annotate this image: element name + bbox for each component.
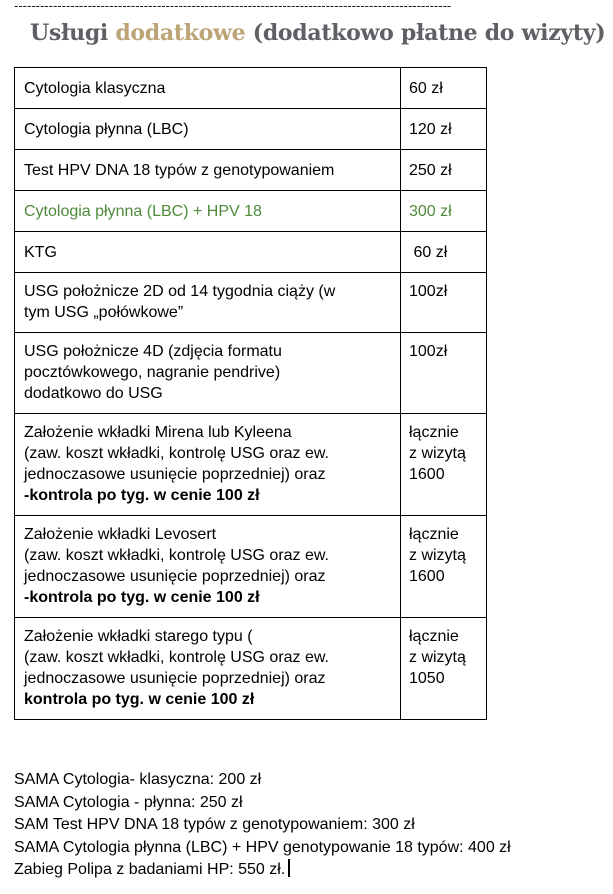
- text-cursor: [288, 859, 290, 877]
- service-line-bold: -kontrola po tyg. w cenie 100 zł: [24, 589, 260, 606]
- table-row: [15, 150, 487, 191]
- table-row: [15, 516, 487, 618]
- price-line: z wizytą: [409, 649, 466, 666]
- price-line: z wizytą: [409, 547, 466, 564]
- footer-line: SAM Test HPV DNA 18 typów z genotypowaniem: 300 zł: [14, 816, 415, 833]
- price-cell: 120 zł: [401, 109, 487, 150]
- price-line: łącznie: [409, 628, 459, 645]
- service-line: Założenie wkładki Levosert: [24, 526, 217, 543]
- price-line: 1050: [409, 670, 445, 687]
- heading-part-1: Usługi: [30, 20, 108, 46]
- footer-line: SAMA Cytologia- klasyczna: 200 zł: [14, 771, 262, 788]
- price-cell: 300 zł: [401, 191, 487, 232]
- service-line-bold: kontrola po tyg. w cenie 100 zł: [24, 691, 255, 708]
- price-table: [14, 67, 487, 720]
- price-line: łącznie: [409, 424, 459, 441]
- service-line: dodatkowo do USG: [24, 385, 163, 402]
- standalone-prices: [14, 769, 511, 882]
- price-cell: 100zł: [401, 333, 487, 414]
- footer-line: Zabieg Polipa z badaniami HP: 550 zł.: [14, 861, 286, 878]
- service-line: Założenie wkładki Mirena lub Kyleena: [24, 424, 292, 441]
- price-line: z wizytą: [409, 445, 466, 462]
- price-cell: [401, 516, 487, 618]
- table-row: [15, 333, 487, 414]
- footer-last-line[interactable]: [14, 859, 511, 882]
- service-line: tym USG „połówkowe”: [24, 304, 184, 321]
- service-cell: Test HPV DNA 18 typów z genotypowaniem: [15, 150, 401, 191]
- price-cell: [401, 618, 487, 720]
- service-cell: Cytologia płynna (LBC): [15, 109, 401, 150]
- table-row: [15, 618, 487, 720]
- service-cell: [15, 618, 401, 720]
- service-cell: Cytologia płynna (LBC) + HPV 18: [15, 191, 401, 232]
- service-cell: KTG: [15, 232, 401, 273]
- service-line: (zaw. koszt wkładki, kontrolę USG oraz ew.: [24, 547, 329, 564]
- table-row: [15, 232, 487, 273]
- service-line: jednoczasowe usunięcie poprzedniej) oraz: [24, 670, 326, 687]
- heading-part-2: (dodatkowo płatne do wizyty): [252, 20, 606, 46]
- service-cell: [15, 333, 401, 414]
- footer-line: SAMA Cytologia - płynna: 250 zł: [14, 793, 243, 811]
- service-line: jednoczasowe usunięcie poprzedniej) oraz: [24, 568, 326, 585]
- price-line: 1600: [409, 466, 445, 483]
- service-cell: [15, 273, 401, 333]
- price-cell: 60 zł: [401, 232, 487, 273]
- service-cell: [15, 516, 401, 618]
- service-line: Założenie wkładki starego typu (: [24, 628, 253, 645]
- section-heading: [30, 20, 605, 46]
- service-line: pocztówkowego, nagranie pendrive): [24, 364, 281, 381]
- price-cell: [401, 414, 487, 516]
- service-line: (zaw. koszt wkładki, kontrolę USG oraz ew.: [24, 445, 329, 462]
- table-row: [15, 273, 487, 333]
- service-line: jednoczasowe usunięcie poprzedniej) oraz: [24, 466, 326, 483]
- table-row: [15, 414, 487, 516]
- price-line: łącznie: [409, 526, 459, 543]
- dashed-separator: -----------------------------------------------------------------------------------------------------: [14, 0, 452, 12]
- service-line: USG położnicze 2D od 14 tygodnia ciąży (w: [24, 283, 336, 300]
- service-cell: [15, 414, 401, 516]
- service-line: USG położnicze 4D (zdjęcia formatu: [24, 343, 282, 360]
- price-cell: 60 zł: [401, 68, 487, 109]
- service-cell: Cytologia klasyczna: [15, 68, 401, 109]
- footer-line: SAMA Cytologia płynna (LBC) + HPV genotypowanie 18 typów: 400 zł: [14, 838, 511, 856]
- table-row: [15, 109, 487, 150]
- price-line: 1600: [409, 568, 445, 585]
- table-row-highlighted: [15, 191, 487, 232]
- service-line-bold: -kontrola po tyg. w cenie 100 zł: [24, 487, 260, 504]
- table-row: [15, 68, 487, 109]
- price-cell: 250 zł: [401, 150, 487, 191]
- price-cell: 100zł: [401, 273, 487, 333]
- service-line: (zaw. koszt wkładki, kontrolę USG oraz ew.: [24, 649, 329, 666]
- heading-highlight: dodatkowe: [115, 20, 246, 46]
